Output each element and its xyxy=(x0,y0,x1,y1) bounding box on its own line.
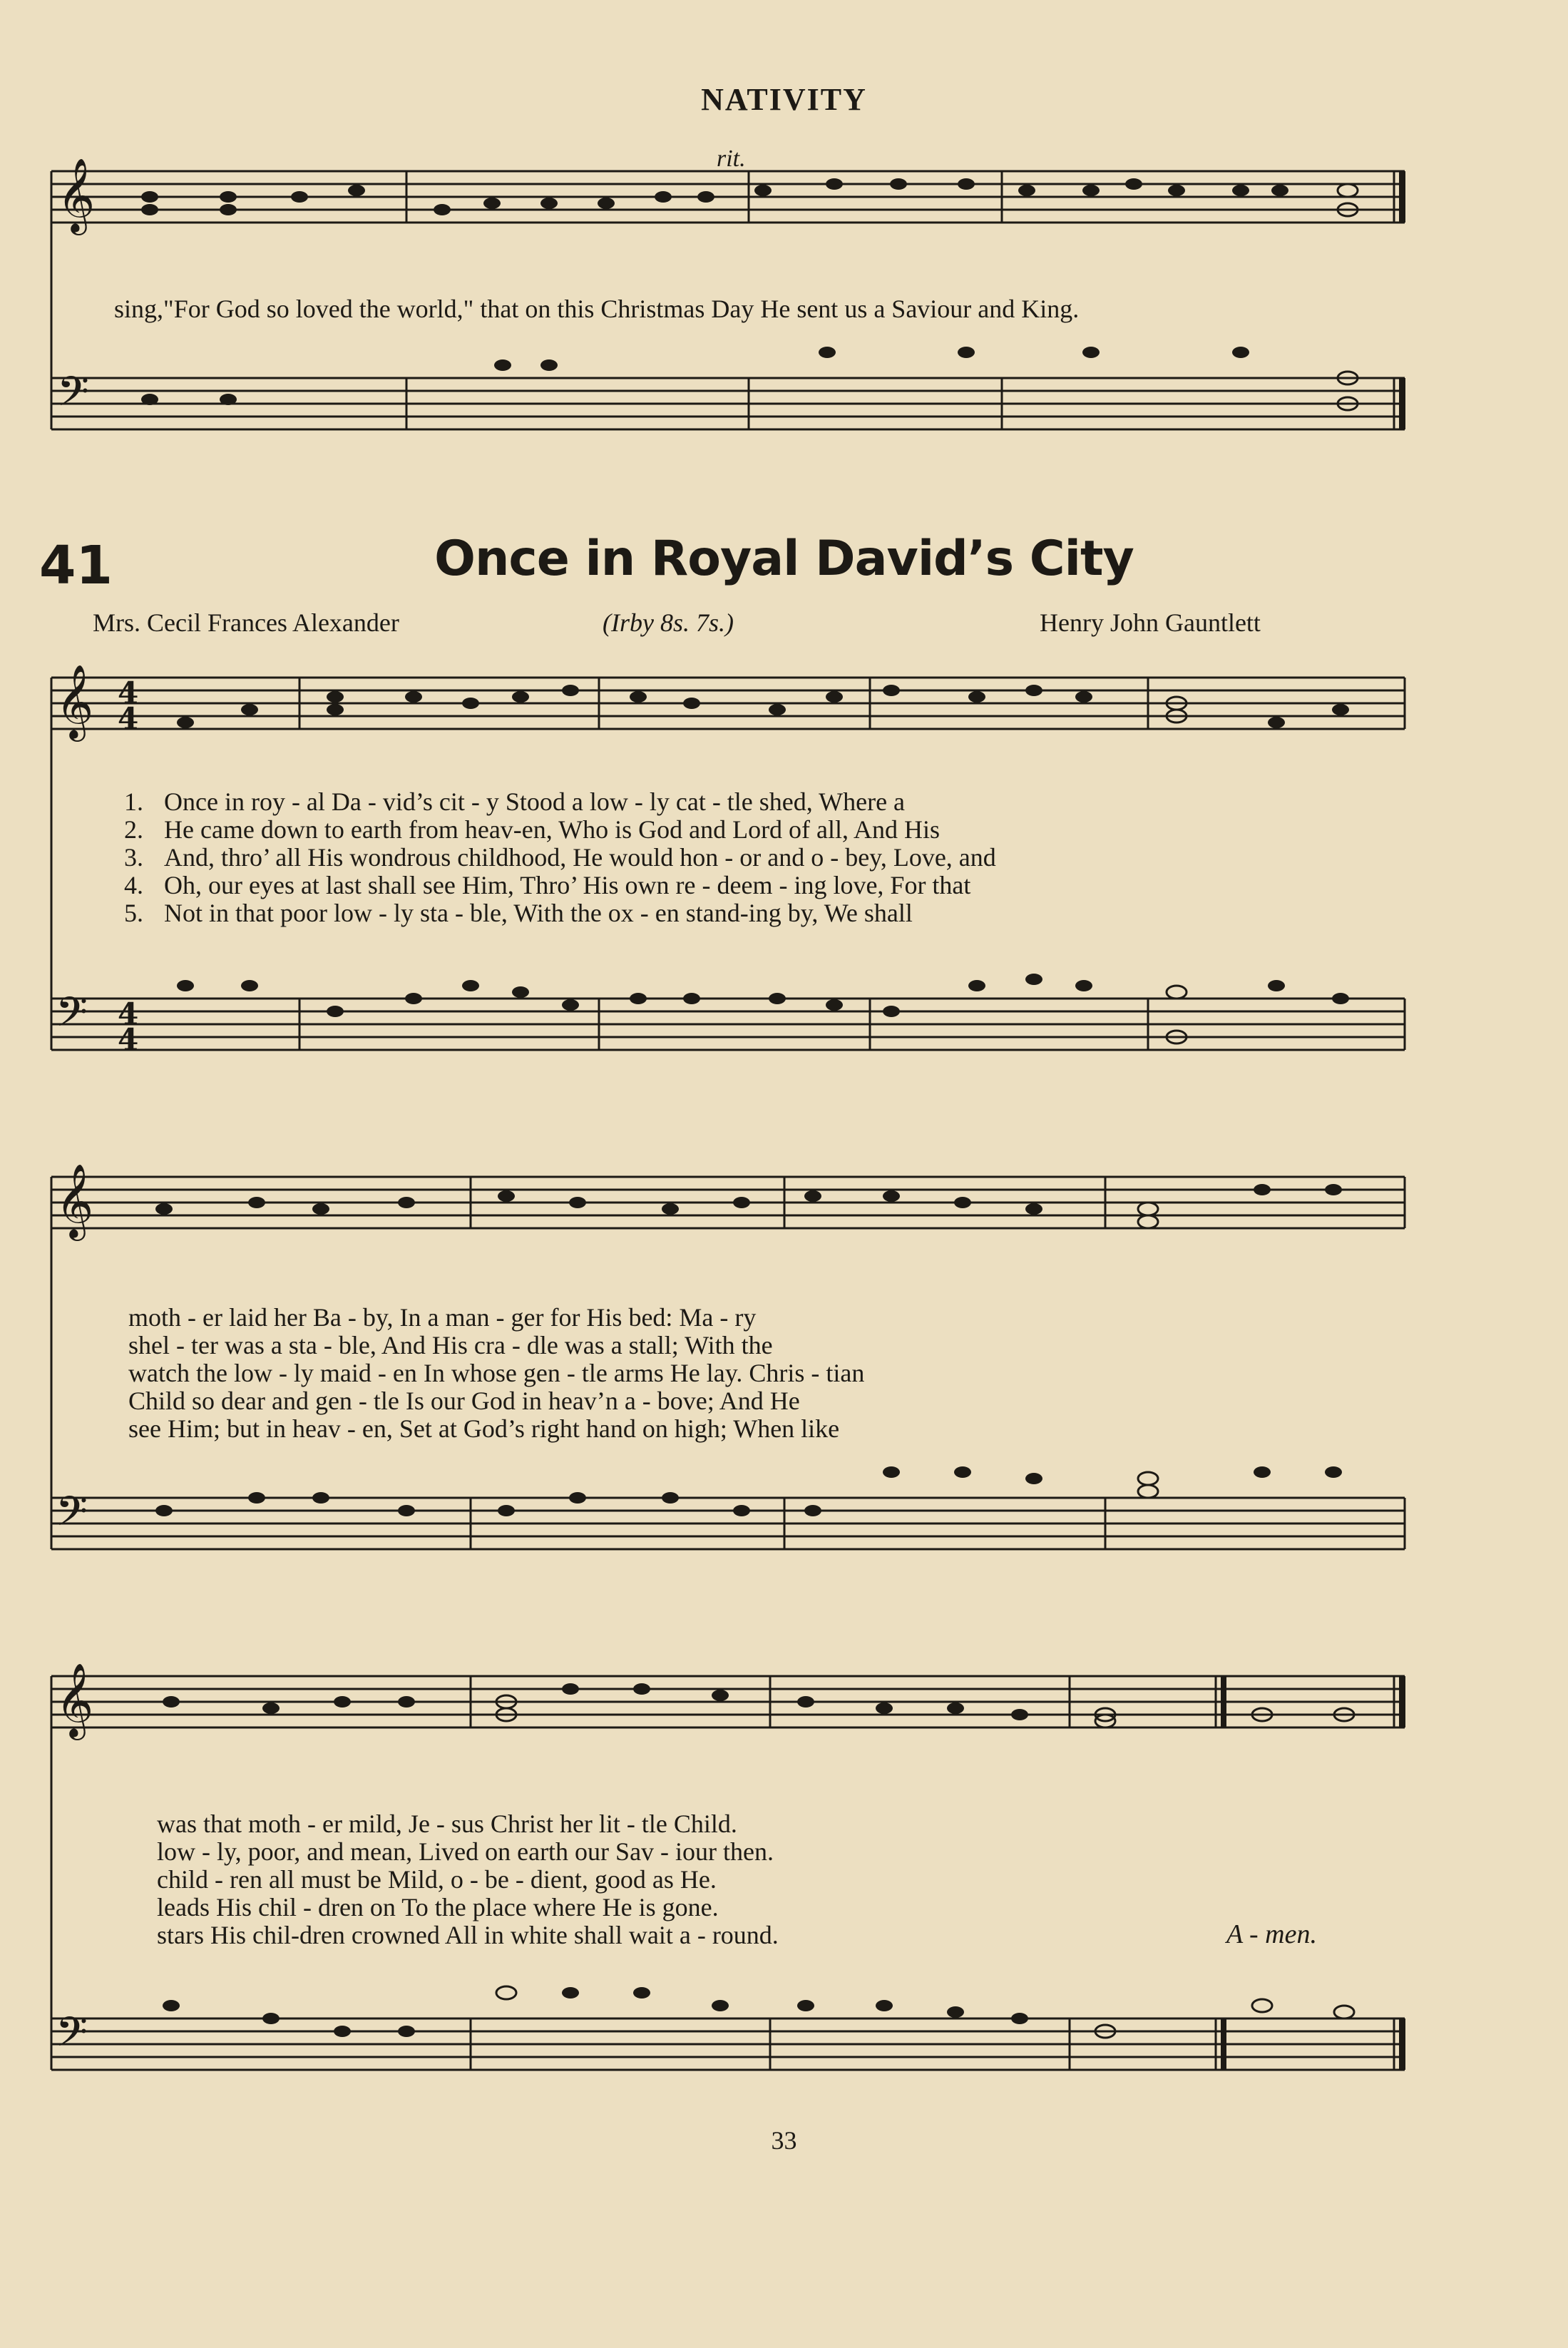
verse-text: Once in roy - al Da - vid’s cit - y Stood a low - ly cat - tle shed, Where a xyxy=(164,787,906,816)
hymn-author: Mrs. Cecil Frances Alexander xyxy=(93,608,399,637)
system-1 xyxy=(36,664,1554,1098)
verse-line xyxy=(124,899,996,927)
verse-line xyxy=(124,788,996,816)
verse-line xyxy=(124,844,996,872)
amen-text: A - men. xyxy=(1226,1919,1317,1949)
system-3 xyxy=(36,1663,1554,2111)
hymn-composer: Henry John Gauntlett xyxy=(1040,608,1261,637)
verses-system-3 xyxy=(157,1810,779,1949)
verse-text: And, thro’ all His wondrous childhood, He would hon - or and o - bey, Love, and xyxy=(164,843,996,872)
verse-text: leads His chil - dren on To the place where He is gone. xyxy=(157,1893,719,1921)
time-signature-top: 4 xyxy=(118,675,139,710)
running-head: NATIVITY xyxy=(701,82,867,117)
verse-number: 3. xyxy=(124,843,143,872)
verse-text: watch the low - ly maid - en In whose gen - tle arms He lay. Chris - tian xyxy=(128,1359,865,1387)
svg-text:𝄢: 𝄢 xyxy=(56,988,88,1046)
svg-text:4: 4 xyxy=(118,1022,139,1057)
svg-text:𝄞: 𝄞 xyxy=(56,1663,94,1737)
verse-text: shel - ter was a sta - ble, And His cra - dle was a stall; With the xyxy=(128,1331,773,1359)
verse-line xyxy=(157,1921,779,1949)
verse-text: Not in that poor low - ly sta - ble, With the ox - en stand-ing by, We shall xyxy=(164,899,913,927)
verse-line xyxy=(124,872,996,899)
verse-line xyxy=(157,1866,779,1894)
verse-text: Oh, our eyes at last shall see Him, Thro’ His own re - deem - ing love, For that xyxy=(164,871,971,899)
verse-line xyxy=(124,816,996,844)
verse-line xyxy=(128,1359,864,1387)
verse-text: Child so dear and gen - tle Is our God in heav’n a - bove; And He xyxy=(128,1387,800,1415)
verse-line xyxy=(157,1838,779,1866)
verse-number: 2. xyxy=(124,815,143,844)
svg-text:4: 4 xyxy=(118,996,139,1031)
verse-line xyxy=(157,1894,779,1921)
verse-text: child - ren all must be Mild, o - be - dient, good as He. xyxy=(157,1865,717,1894)
verses-system-2 xyxy=(128,1304,864,1443)
verse-text: was that moth - er mild, Je - sus Christ her lit - tle Child. xyxy=(157,1810,737,1838)
verse-text: moth - er laid her Ba - by, In a man - ger for His bed: Ma - ry xyxy=(128,1303,757,1332)
verse-line xyxy=(128,1387,864,1415)
tempo-marking: rit. xyxy=(717,146,746,172)
verse-line xyxy=(128,1415,864,1443)
previous-hymn-lyric: sing,"For God so loved the world," that on this Christmas Day He sent us a Saviour and King. xyxy=(114,295,1080,323)
verse-number: 5. xyxy=(124,899,143,927)
hymn-tune: (Irby 8s. 7s.) xyxy=(603,608,734,637)
verse-text: He came down to earth from heav-en, Who is God and Lord of all, And His xyxy=(164,815,941,844)
verses-system-1 xyxy=(124,788,996,927)
hymn-title: Once in Royal David’s City xyxy=(434,531,1134,587)
page-number: 33 xyxy=(771,2126,797,2155)
hymn-number: 41 xyxy=(39,535,113,596)
verse-text: see Him; but in heav - en, Set at God’s right hand on high; When like xyxy=(128,1414,840,1443)
svg-text:𝄞: 𝄞 xyxy=(56,1163,94,1238)
verse-line xyxy=(157,1810,779,1838)
verse-line xyxy=(128,1304,864,1332)
time-signature-bottom: 4 xyxy=(118,701,139,736)
verse-line xyxy=(128,1332,864,1359)
verse-text: stars His chil-dren crowned All in white shall wait a - round. xyxy=(157,1921,779,1949)
svg-text:𝄢: 𝄢 xyxy=(57,367,90,426)
verse-number: 1. xyxy=(124,787,143,816)
svg-text:𝄢: 𝄢 xyxy=(56,1487,88,1546)
svg-text:𝄞: 𝄞 xyxy=(57,158,96,233)
svg-text:𝄢: 𝄢 xyxy=(56,2008,88,2066)
verse-number: 4. xyxy=(124,871,143,899)
svg-text:𝄞: 𝄞 xyxy=(56,664,94,739)
verse-text: low - ly, poor, and mean, Lived on earth our Sav - iour then. xyxy=(157,1837,774,1866)
system-2 xyxy=(36,1163,1554,1612)
